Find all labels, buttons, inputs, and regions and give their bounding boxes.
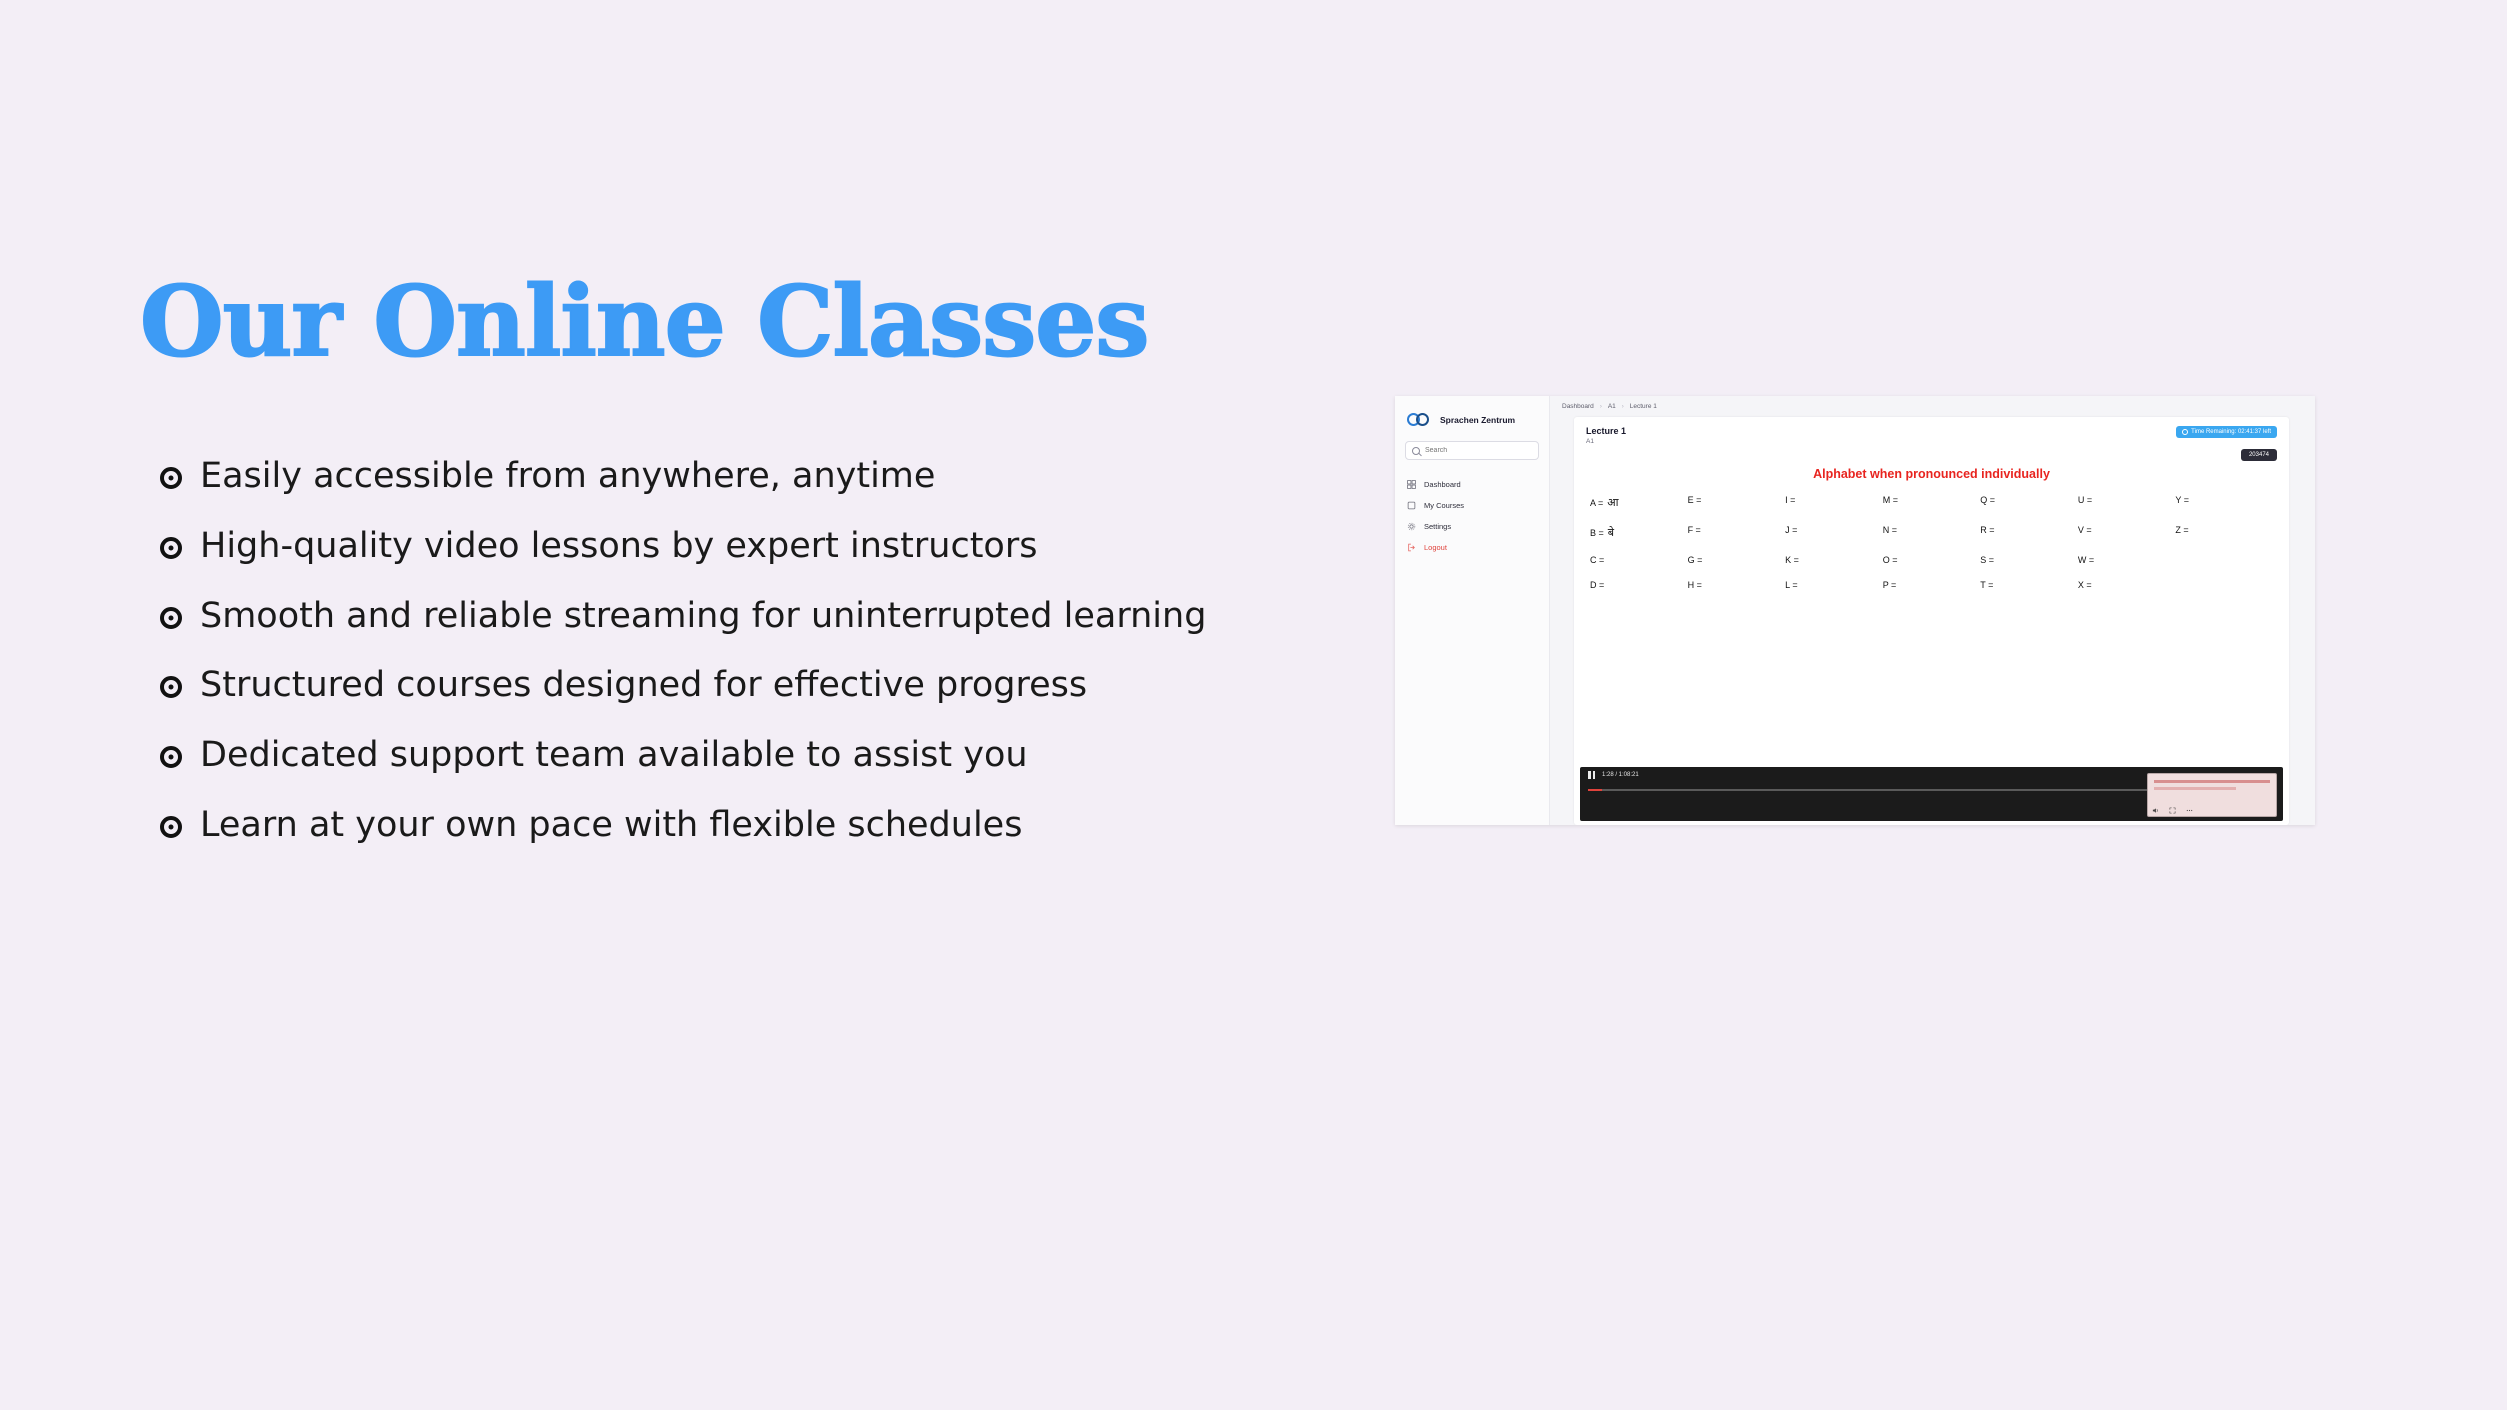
alphabet-latin: A = <box>1590 498 1604 508</box>
alphabet-latin: F = <box>1687 525 1701 535</box>
alphabet-latin: G = <box>1687 555 1703 565</box>
alphabet-cell <box>2175 495 2273 510</box>
gear-icon <box>1407 522 1416 531</box>
alphabet-cell <box>2078 495 2176 510</box>
slide-heading: Alphabet when pronounced individually <box>1813 467 2050 481</box>
page-title: Our Online Classes <box>140 265 1149 378</box>
status-badge-timer <box>2176 426 2277 438</box>
alphabet-cell <box>1980 555 2078 565</box>
fullscreen-icon[interactable] <box>2169 807 2176 814</box>
alphabet-cell <box>1883 555 1981 565</box>
video-player[interactable] <box>1580 767 2283 821</box>
sidebar-item-dashboard[interactable] <box>1395 474 1549 495</box>
breadcrumb-item-current: Lecture 1 <box>1629 403 1657 410</box>
alphabet-latin: Q = <box>1980 495 1996 505</box>
alphabet-latin: X = <box>2077 580 2092 590</box>
list-item <box>160 664 1340 708</box>
alphabet-latin: V = <box>2077 525 2092 535</box>
bullet-text: High-quality video lessons by expert instructors <box>200 525 1038 566</box>
lecture-header <box>1574 417 2289 445</box>
alphabet-cell <box>1883 525 1981 540</box>
breadcrumb-item[interactable]: Dashboard <box>1562 403 1594 410</box>
alphabet-latin: H = <box>1687 580 1702 590</box>
sidebar-item-my-courses[interactable] <box>1395 495 1549 516</box>
bullet-text: Structured courses designed for effective progress <box>200 665 1088 706</box>
sidebar-item-label: Settings <box>1424 522 1452 531</box>
alphabet-cell <box>1590 495 1688 510</box>
bullet-marker-icon <box>160 537 182 559</box>
alphabet-cell <box>1980 495 2078 510</box>
timer-label: Time Remaining: 02:41:37 left <box>2191 429 2271 435</box>
alphabet-cell <box>1590 580 1688 590</box>
alphabet-cell <box>1785 580 1883 590</box>
lecture-title: Lecture 1 <box>1586 426 1627 436</box>
alphabet-cell <box>1785 495 1883 510</box>
book-icon <box>1407 501 1416 510</box>
list-item <box>160 525 1340 569</box>
alphabet-cell <box>2078 525 2176 540</box>
preview-strip <box>2154 787 2236 790</box>
alphabet-latin: Y = <box>2175 495 2190 505</box>
alphabet-cell <box>1785 525 1883 540</box>
alphabet-latin: D = <box>1590 580 1605 590</box>
breadcrumb-item[interactable]: A1 <box>1607 403 1616 410</box>
alphabet-latin: L = <box>1785 580 1798 590</box>
alphabet-cell <box>2078 555 2176 565</box>
status-badge-code: 203474 <box>2241 449 2277 461</box>
alphabet-cell <box>1590 525 1688 540</box>
lecture-level: A1 <box>1586 438 1594 445</box>
pause-icon[interactable] <box>1588 771 1595 779</box>
player-controls <box>1588 771 1639 779</box>
list-item <box>160 804 1340 848</box>
alphabet-devanagari: आ <box>1607 497 1619 509</box>
video-thumbnail-preview <box>2147 773 2277 817</box>
alphabet-cell <box>2175 580 2273 590</box>
alphabet-cell <box>1688 555 1786 565</box>
alphabet-cell <box>1688 495 1786 510</box>
alphabet-cell <box>2078 580 2176 590</box>
alphabet-latin: C = <box>1590 555 1605 565</box>
alphabet-latin: E = <box>1687 495 1702 505</box>
brand <box>1395 406 1549 439</box>
app-screenshot <box>1395 396 2315 825</box>
alphabet-cell <box>1883 495 1981 510</box>
alphabet-latin: K = <box>1785 555 1799 565</box>
alphabet-latin: J = <box>1785 525 1798 535</box>
bullet-list <box>160 455 1340 874</box>
alphabet-cell <box>1688 525 1786 540</box>
sidebar-item-settings[interactable] <box>1395 516 1549 537</box>
bullet-text: Learn at your own pace with flexible schedules <box>200 804 1023 845</box>
bullet-marker-icon <box>160 816 182 838</box>
player-progress-fill <box>1588 789 1602 791</box>
brand-name: Sprachen Zentrum <box>1440 414 1516 425</box>
alphabet-latin: W = <box>2077 555 2095 565</box>
chevron-right-icon: › <box>1599 403 1602 410</box>
alphabet-cell <box>1785 555 1883 565</box>
bullet-text: Smooth and reliable streaming for uninterrupted learning <box>200 595 1207 636</box>
alphabet-latin: I = <box>1785 495 1796 505</box>
bullet-marker-icon <box>160 746 182 768</box>
sidebar-item-logout[interactable] <box>1395 537 1549 558</box>
volume-icon[interactable] <box>2152 807 2159 814</box>
alphabet-latin: R = <box>1980 525 1995 535</box>
preview-strip <box>2154 780 2270 783</box>
alphabet-latin: O = <box>1882 555 1898 565</box>
clock-icon <box>2182 429 2188 435</box>
list-item <box>160 455 1340 499</box>
bullet-marker-icon <box>160 607 182 629</box>
alphabet-cell <box>2175 555 2273 565</box>
bullet-text: Dedicated support team available to assist you <box>200 735 1028 775</box>
alphabet-cell <box>1590 555 1688 565</box>
sidebar-item-label: Logout <box>1424 543 1447 552</box>
bullet-text: Easily accessible from anywhere, anytime <box>200 456 936 496</box>
alphabet-grid <box>1574 481 2289 590</box>
chevron-right-icon: › <box>1621 403 1624 410</box>
player-time: 1:28 / 1:08:21 <box>1602 772 1639 778</box>
search-box[interactable] <box>1405 441 1539 460</box>
search-icon <box>1412 447 1420 455</box>
alphabet-cell <box>1688 580 1786 590</box>
alphabet-devanagari: बे <box>1607 527 1615 539</box>
more-options-icon[interactable] <box>2186 807 2193 814</box>
main-area <box>1550 396 2315 825</box>
code-row <box>1574 445 2289 461</box>
sidebar-item-label: Dashboard <box>1424 480 1461 489</box>
list-item <box>160 595 1340 639</box>
preview-controls <box>2152 807 2193 814</box>
alphabet-latin: U = <box>2077 495 2093 505</box>
search-input[interactable] <box>1425 447 1532 454</box>
grid-icon <box>1407 480 1416 489</box>
alphabet-latin: M = <box>1882 495 1898 505</box>
list-item <box>160 734 1340 778</box>
alphabet-cell <box>2175 525 2273 540</box>
alphabet-latin: T = <box>1980 580 1994 590</box>
alphabet-cell <box>1980 525 2078 540</box>
lecture-card <box>1574 417 2289 825</box>
sidebar <box>1395 396 1550 825</box>
alphabet-cell <box>1980 580 2078 590</box>
alphabet-latin: N = <box>1882 525 1897 535</box>
logo-icon <box>1407 412 1433 427</box>
bullet-marker-icon <box>160 467 182 489</box>
sidebar-item-label: My Courses <box>1424 501 1465 510</box>
logout-icon <box>1407 543 1416 552</box>
alphabet-latin: S = <box>1980 555 1995 565</box>
alphabet-latin: B = <box>1590 528 1604 538</box>
alphabet-cell <box>1883 580 1981 590</box>
bullet-marker-icon <box>160 676 182 698</box>
breadcrumb <box>1550 396 2315 417</box>
alphabet-latin: Z = <box>2175 525 2189 535</box>
alphabet-latin: P = <box>1882 580 1897 590</box>
